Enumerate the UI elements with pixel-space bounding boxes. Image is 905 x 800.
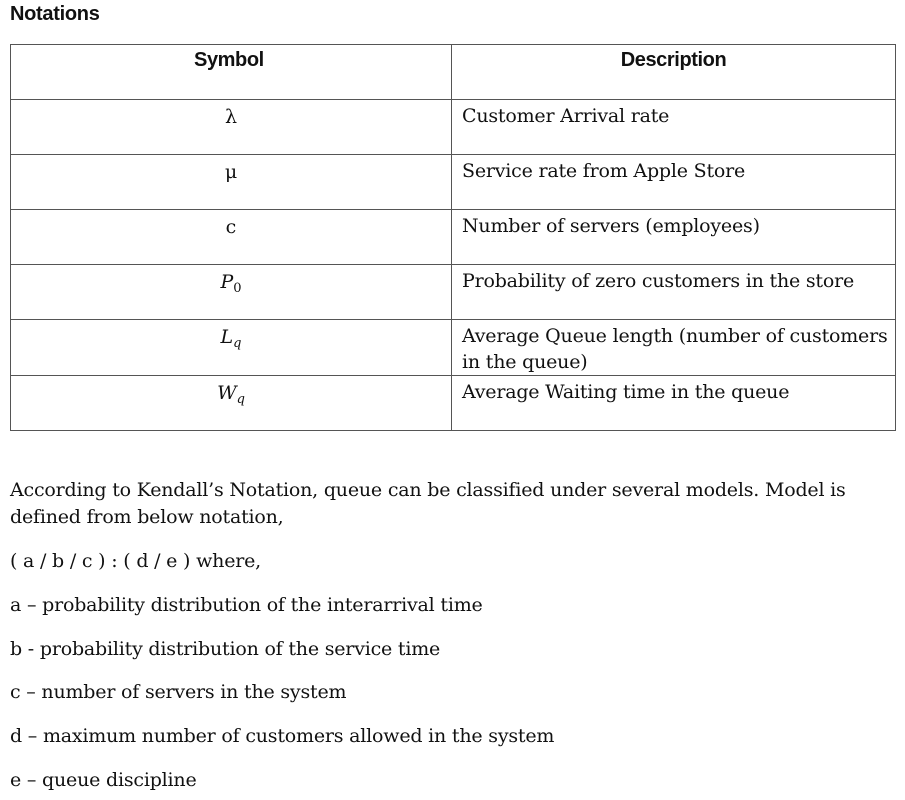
definition-b: b - probability distribution of the service time bbox=[10, 638, 441, 660]
table-row bbox=[11, 210, 896, 265]
kendall-formula: ( a / b / c ) : ( d / e ) where, bbox=[10, 550, 262, 572]
table-row bbox=[11, 155, 896, 210]
description-cell: Average Queue length (number of customers in the queue) bbox=[452, 320, 896, 376]
definition-a: a – probability distribution of the interarrival time bbox=[10, 594, 483, 616]
symbol-subscript: 0 bbox=[233, 281, 242, 296]
definition-d: d – maximum number of customers allowed in the system bbox=[10, 725, 555, 747]
symbol-cell bbox=[11, 376, 452, 431]
symbol-mu: μ bbox=[224, 161, 238, 183]
table-header-row bbox=[11, 45, 896, 100]
table-row bbox=[11, 320, 896, 376]
symbol-subscript: q bbox=[233, 336, 242, 351]
symbol-lambda: λ bbox=[224, 106, 238, 128]
symbol-cell bbox=[11, 210, 452, 265]
symbol-c: c bbox=[225, 216, 237, 238]
description-cell: Probability of zero customers in the store bbox=[452, 265, 896, 320]
definition-e: e – queue discipline bbox=[10, 769, 197, 791]
table-row bbox=[11, 100, 896, 155]
symbol-wq: W bbox=[217, 382, 237, 404]
description-column-header: Description bbox=[452, 45, 896, 100]
notations-table bbox=[10, 44, 896, 431]
definition-c: c – number of servers in the system bbox=[10, 681, 347, 703]
symbol-cell bbox=[11, 320, 452, 376]
symbol-p0: P bbox=[220, 271, 234, 293]
symbol-subscript: q bbox=[236, 392, 245, 407]
table-row bbox=[11, 376, 896, 431]
description-cell: Number of servers (employees) bbox=[452, 210, 896, 265]
description-cell: Customer Arrival rate bbox=[452, 100, 896, 155]
symbol-lq: L bbox=[220, 326, 234, 348]
page-title: Notations bbox=[10, 3, 100, 25]
intro-paragraph: According to Kendall’s Notation, queue can be classified under several models. Model is defined from below notation, bbox=[10, 479, 846, 528]
symbol-cell bbox=[11, 155, 452, 210]
symbol-cell bbox=[11, 265, 452, 320]
symbol-column-header: Symbol bbox=[11, 45, 452, 100]
description-cell: Service rate from Apple Store bbox=[452, 155, 896, 210]
description-cell: Average Waiting time in the queue bbox=[452, 376, 896, 431]
symbol-cell bbox=[11, 100, 452, 155]
table-row bbox=[11, 265, 896, 320]
